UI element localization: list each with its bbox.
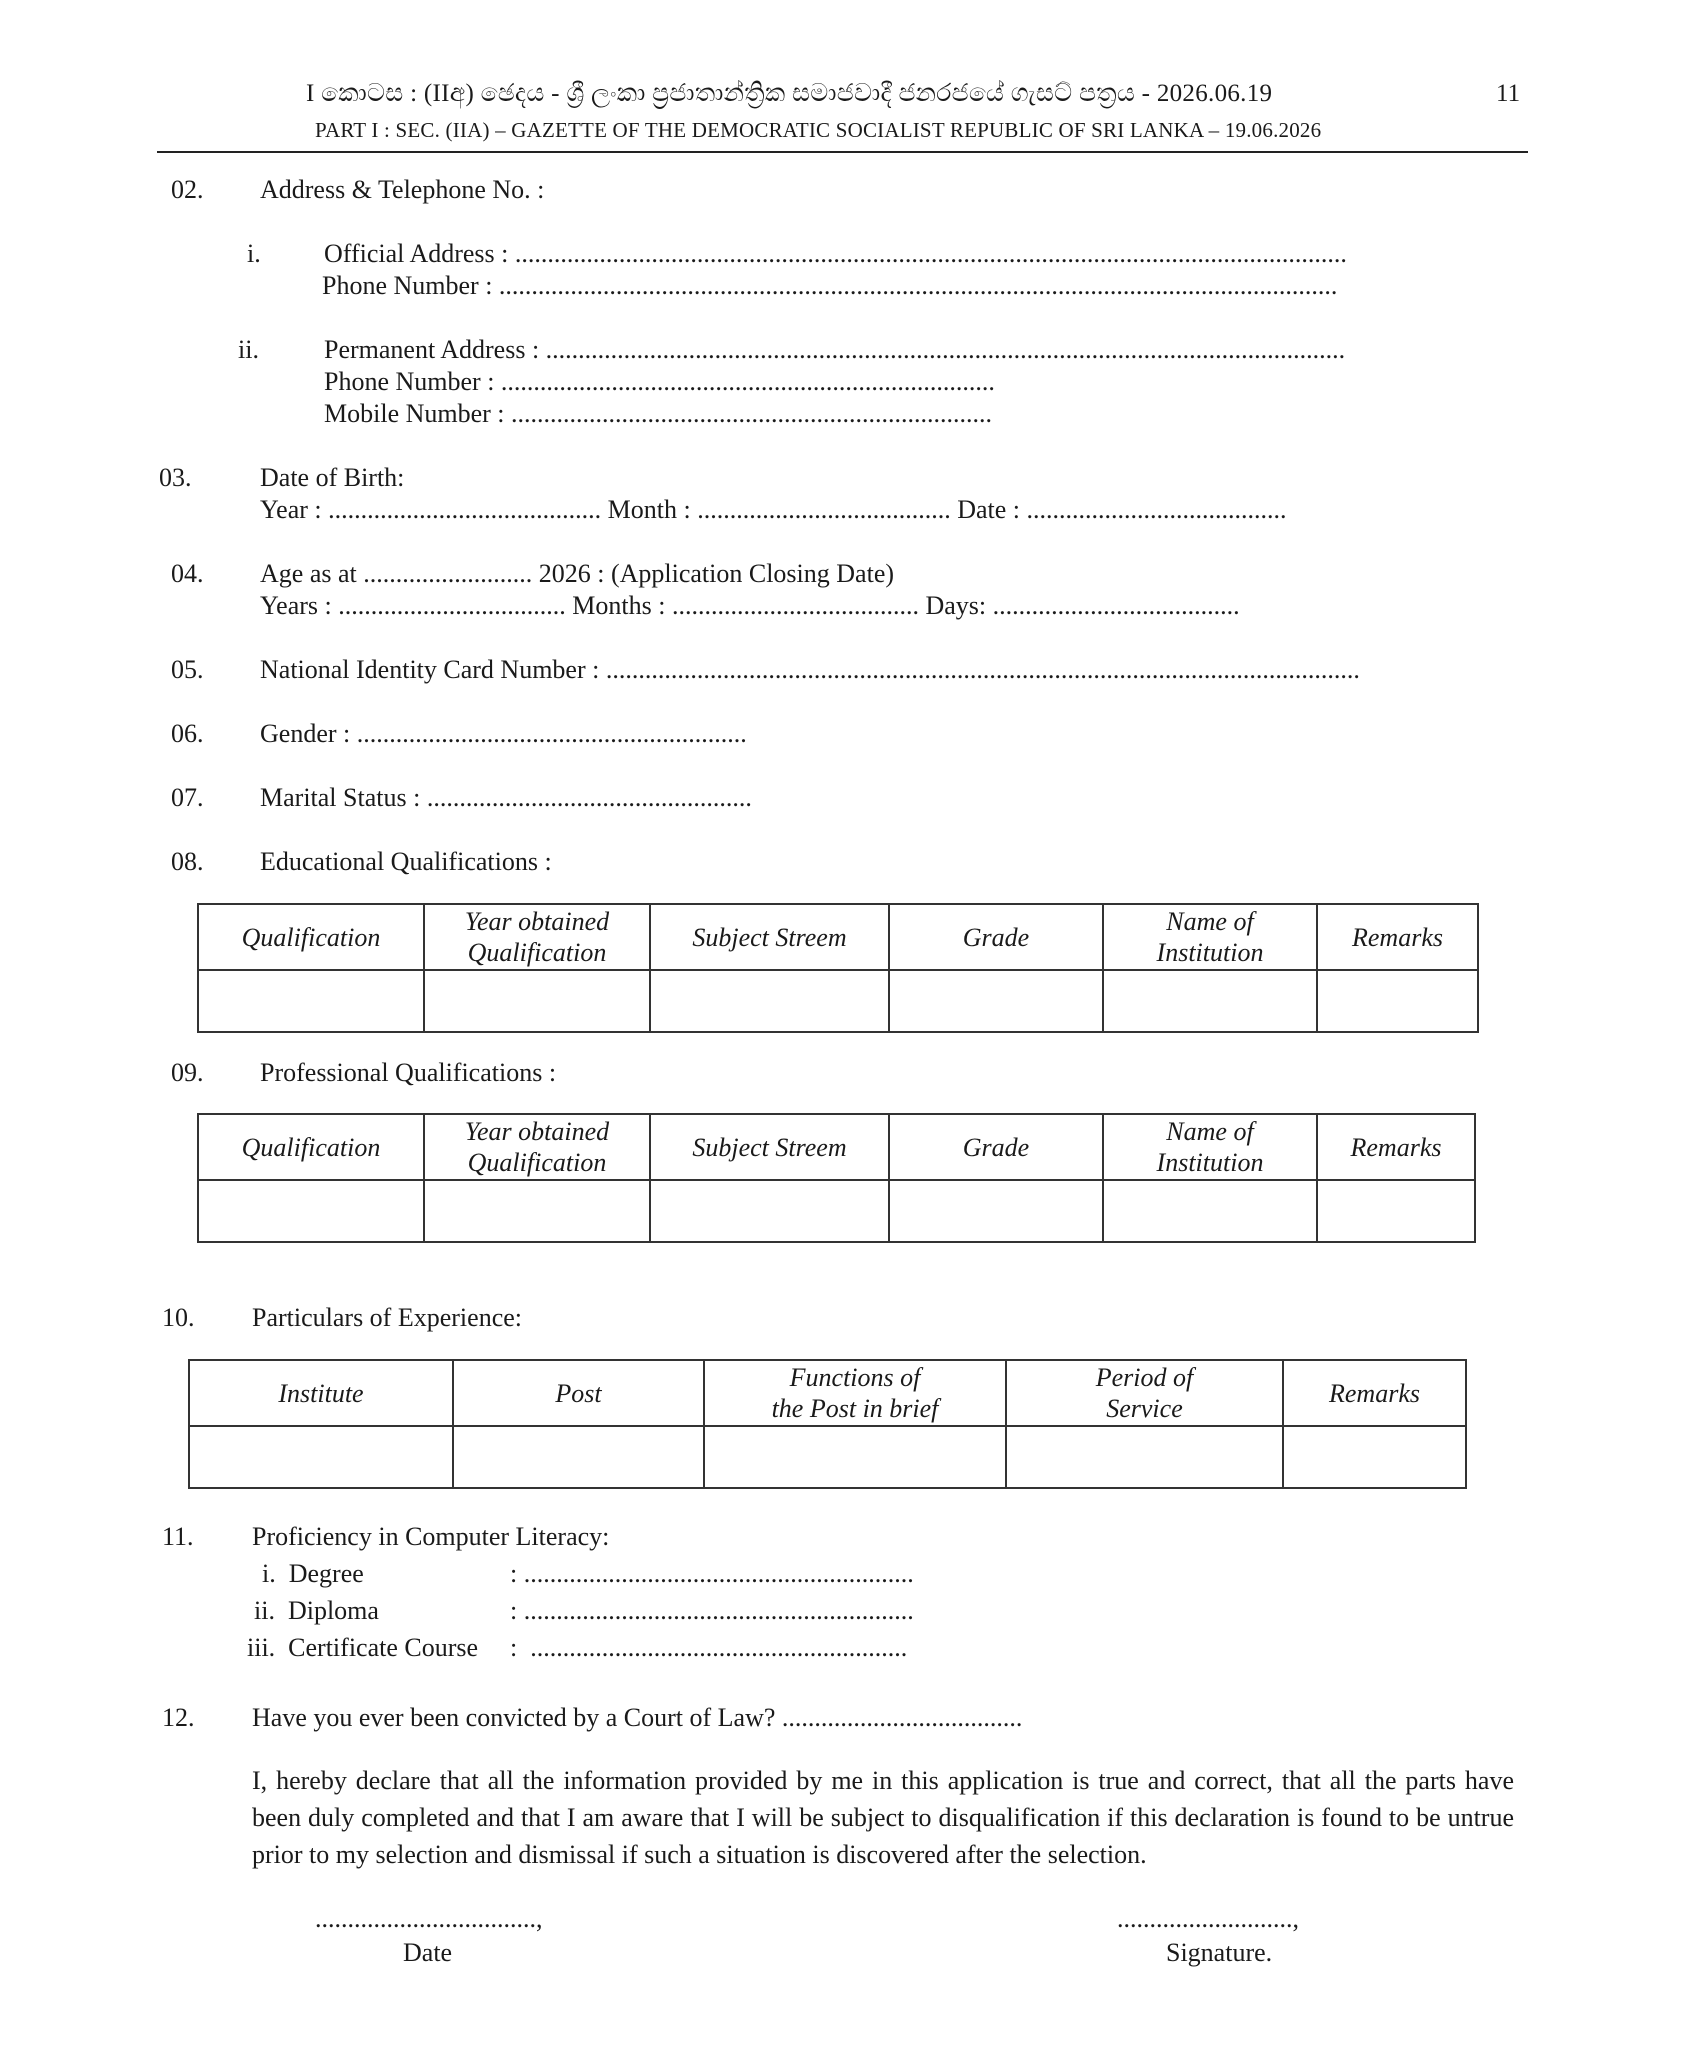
date-signature-line[interactable]: .................................., (315, 1904, 543, 1933)
section-05-number: 05. (171, 655, 204, 684)
gazette-header-english: PART I : SEC. (IIA) – GAZETTE OF THE DEMOCRATIC SOCIALIST REPUBLIC OF SRI LANKA – 19.06.2026 (315, 118, 1322, 142)
section-02-number: 02. (171, 175, 204, 204)
table-cell[interactable] (424, 970, 650, 1032)
section-09-number: 09. (171, 1058, 204, 1087)
column-header: Remarks (1283, 1360, 1466, 1426)
table-cell[interactable] (704, 1426, 1006, 1488)
column-header: Grade (889, 904, 1103, 970)
table-cell[interactable] (1103, 1180, 1317, 1242)
table-cell[interactable] (1317, 1180, 1475, 1242)
column-header: Name of Institution (1103, 1114, 1317, 1180)
column-header: Grade (889, 1114, 1103, 1180)
table-cell[interactable] (198, 1180, 424, 1242)
table-cell[interactable] (1317, 970, 1478, 1032)
permanent-phone-field[interactable]: Phone Number : ............................................................................ (324, 367, 995, 396)
gender-field[interactable]: Gender : ............................................................ (260, 719, 747, 748)
header-rule (157, 151, 1528, 153)
table-cell[interactable] (189, 1426, 453, 1488)
section-10-number: 10. (162, 1303, 195, 1332)
professional-qualifications-title: Professional Qualifications : (260, 1058, 557, 1087)
declaration-text: I, hereby declare that all the information provided by me in this application is true and correct, that all the parts have been duly completed and that I am aware that I will be subject to disqualification if this declaration is found to be untrue prior to my selection and dismissal if such a situation is discovered after the selection. (252, 1766, 1514, 1869)
section-06-number: 06. (171, 719, 204, 748)
column-header: Subject Streem (650, 904, 889, 970)
signature-line[interactable]: ..........................., (1117, 1904, 1299, 1933)
table-cell[interactable] (198, 970, 424, 1032)
official-address-field[interactable]: Official Address : ................................................................................................................................ (324, 239, 1347, 268)
column-header: Functions of the Post in brief (704, 1360, 1006, 1426)
certificate-course-field[interactable]: : .......................................................... (510, 1633, 908, 1662)
gazette-header-sinhala: I කොටස : (IIඅ) ඡෙදය - ශ්‍රී ලංකා ප්‍රජාතාන්ත්‍රික සමාජවාදී ජනරජයේ ගැසට් පත්‍රය - 2026.06.19 (306, 80, 1273, 107)
degree-label: i. Degree (262, 1559, 364, 1588)
diploma-field[interactable]: : ............................................................ (510, 1596, 914, 1625)
column-header: Institute (189, 1360, 453, 1426)
section-02-title: Address & Telephone No. : (260, 175, 545, 204)
table-header-row (198, 1114, 1475, 1180)
section-12-number: 12. (162, 1703, 195, 1732)
educational-qualifications-title: Educational Qualifications : (260, 847, 552, 876)
section-04-number: 04. (171, 559, 204, 588)
table-cell[interactable] (889, 970, 1103, 1032)
age-as-at-field[interactable]: Age as at .......................... 2026 : (Application Closing Date) (260, 559, 895, 588)
date-label: Date (403, 1938, 453, 1967)
table-cell[interactable] (1103, 970, 1317, 1032)
table-cell[interactable] (1006, 1426, 1283, 1488)
column-header: Year obtained Qualification (424, 904, 650, 970)
table-cell[interactable] (424, 1180, 650, 1242)
column-header: Period of Service (1006, 1360, 1283, 1426)
table-header-row (198, 904, 1478, 970)
s02-i-number: i. (247, 239, 261, 268)
table-cell[interactable] (650, 970, 889, 1032)
certificate-course-label: iii. Certificate Course (247, 1633, 479, 1662)
nic-number-field[interactable]: National Identity Card Number : .................................................................................................................... (260, 655, 1360, 684)
table-header-row (189, 1360, 1466, 1426)
column-header: Remarks (1317, 904, 1478, 970)
permanent-address-field[interactable]: Permanent Address : ........................................................................................................................... (324, 335, 1346, 364)
page-number: 11 (1496, 80, 1521, 107)
section-03-number: 03. (159, 463, 192, 492)
signature-label: Signature. (1166, 1938, 1273, 1967)
section-08-number: 08. (171, 847, 204, 876)
diploma-label: ii. Diploma (254, 1596, 379, 1625)
table-row (198, 1180, 1475, 1242)
age-breakdown-fields[interactable]: Years : ................................... Months : ...................................... Days: ...................................... (260, 591, 1240, 620)
table-row (189, 1426, 1466, 1488)
marital-status-field[interactable]: Marital Status : .................................................. (260, 783, 752, 812)
section-11-number: 11. (162, 1522, 194, 1551)
degree-field[interactable]: : ............................................................ (510, 1559, 914, 1588)
column-header: Qualification (198, 904, 424, 970)
column-header: Subject Streem (650, 1114, 889, 1180)
professional-qualifications-table (197, 1113, 1476, 1243)
column-header: Year obtained Qualification (424, 1114, 650, 1180)
s02-ii-number: ii. (238, 335, 259, 364)
experience-title: Particulars of Experience: (252, 1303, 522, 1332)
conviction-question-field[interactable]: Have you ever been convicted by a Court of Law? ..................................... (252, 1703, 1023, 1732)
computer-literacy-title: Proficiency in Computer Literacy: (252, 1522, 610, 1551)
table-row (198, 970, 1478, 1032)
column-header: Remarks (1317, 1114, 1475, 1180)
date-of-birth-title: Date of Birth: (260, 463, 405, 492)
table-cell[interactable] (453, 1426, 704, 1488)
table-cell[interactable] (650, 1180, 889, 1242)
mobile-number-field[interactable]: Mobile Number : .......................................................................... (324, 399, 993, 428)
table-cell[interactable] (1283, 1426, 1466, 1488)
table-cell[interactable] (889, 1180, 1103, 1242)
educational-qualifications-table (197, 903, 1479, 1033)
section-07-number: 07. (171, 783, 204, 812)
official-phone-field[interactable]: Phone Number : ................................................................................................................................. (322, 271, 1338, 300)
date-of-birth-fields[interactable]: Year : .......................................... Month : ....................................... Date : ........................................ (260, 495, 1287, 524)
column-header: Qualification (198, 1114, 424, 1180)
experience-table (188, 1359, 1467, 1489)
column-header: Name of Institution (1103, 904, 1317, 970)
column-header: Post (453, 1360, 704, 1426)
